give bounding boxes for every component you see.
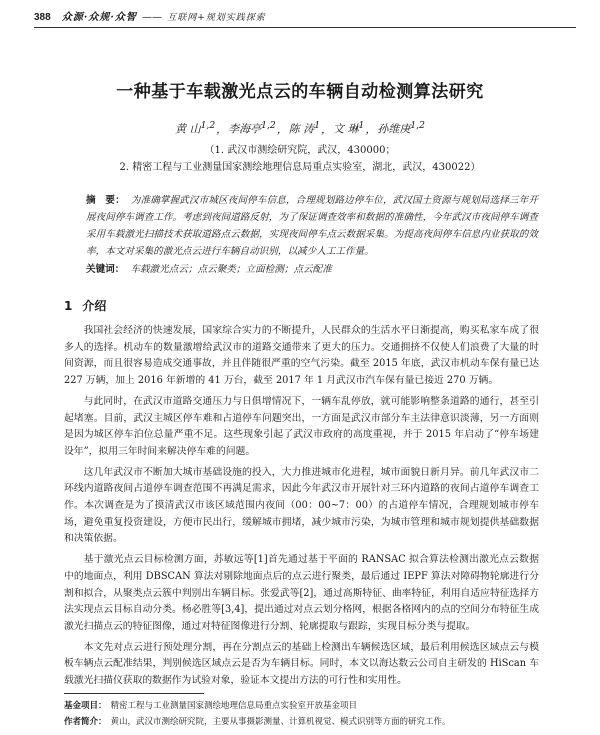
header-separator: —— xyxy=(142,12,163,23)
author-list xyxy=(0,120,600,137)
abstract-text: 为准确掌握武汉市城区夜间停车信息，合理规划路边停车位，武汉国土资源与规划局选择三年开展夜间停车调查工作。考虑到夜间道路反射，为了保证调查效率和数据的准确性，今年武汉市夜间停车调查采用车载激光扫描技术获取道路点云数据，实现夜间停车点云数据采集。为提高夜间停车信息内业获取的效率，本文对采集的激光点云进行车辆自动识别，以减少人工工作量。 xyxy=(86,195,539,257)
author-affiliation-mark: 1,2 xyxy=(261,120,276,131)
footnote-text: 黄山，武汉市测绘研究院，主要从事摄影测量、计算机视觉、模式识别等方面的研究工作。 xyxy=(110,717,451,727)
section-title: 介绍 xyxy=(82,299,107,313)
body-paragraph: 这几年武汉市不断加大城市基础设施的投入，大力推进城市化进程，城市面貌日新月异。前几年武汉市二环线内道路夜间占道停车调查范围不再满足需求，因此今年武汉市开展针对三环内道路的夜间占道停车调查工作。本次调查是为了摸清武汉市该区域范围内夜间（00：00~7：00）的占道停车情况，合理规划城市停车场，避免重复投资建设，方便市民出行，缓解城市拥堵，减少城市污染，为城市管理和城市规划提供基础数据和决策依据。 xyxy=(64,466,539,545)
author-name: 文 琳 xyxy=(333,122,359,136)
abstract xyxy=(86,192,538,260)
body-text xyxy=(64,323,539,690)
author-separator: ， xyxy=(321,122,333,136)
footnote-label: 作者简介： xyxy=(64,717,107,727)
author-name: 黄 山 xyxy=(175,122,201,136)
footnote-rule xyxy=(64,693,204,694)
column-name: 互联网+规划实践探索 xyxy=(167,13,266,23)
footnote-label: 基金项目： xyxy=(64,701,107,711)
body-paragraph: 基于激光点云目标检测方面，苏敏远等[1]首先通过基于平面的 RANSAC 拟合算法检测出激光点云数据中的地面点，利用 DBSCAN 算法对剔除地面点后的点云进行聚类，最后通过 IEPF 算法对障碍物轮廓进行分割和拟合，从聚类点云簇中判别出车辆目标。张爱武等[2]，通过高斯特征、曲率特征，利用自适应特征选择方法实现点云目标自动分类。杨必胜等[3,4]，提出通过对点云划分格网，根据各格网内的点的空间分布特征生成激光扫描点云的特征图像，通过对特征图像进行分割、轮廓提取与跟踪，实现目标分类与提取。 xyxy=(64,554,539,632)
author-separator: ， xyxy=(216,122,228,136)
keywords-text: 车载激光点云；点云聚类；立面检测；点云配准 xyxy=(130,264,332,275)
author-name: 孙维庚 xyxy=(377,122,411,136)
affiliation-2: 2. 精密工程与工业测量国家测绘地理信息局重点实验室，湖北，武汉，430022） xyxy=(119,162,481,173)
author-affiliation-mark: 1,2 xyxy=(200,120,216,131)
footnote-text: 精密工程与工业测量国家测绘地理信息局重点实验室开放基金项目 xyxy=(110,701,358,711)
abstract-label: 摘 要： xyxy=(86,195,125,206)
body-paragraph: 本文先对点云进行预处理分割，再在分割点云的基础上检测出车辆候选区域，最后利用候选区域点云与模板车辆点云配准结果，判别候选区域点云是否为车辆目标。同时，本文以海达数云公司自主研发的 HiScan 车载激光扫描仪获取的数据作为试验对象，验证本文提出方法的可行性和实用性。 xyxy=(64,641,539,687)
author-separator: ， xyxy=(365,122,377,136)
author-affiliation-mark: 1 xyxy=(358,120,365,131)
section-heading xyxy=(64,297,106,314)
keywords xyxy=(86,261,538,275)
section-number: 1 xyxy=(64,299,73,313)
footnote-funding xyxy=(64,699,539,711)
footnote-author-bio xyxy=(64,715,539,727)
running-header xyxy=(34,8,574,26)
body-paragraph: 与此同时，在武汉市道路交通压力与日俱增情况下，一辆车乱停放，就可能影响整条道路的通行，甚至引起堵塞。目前，武汉主城区停车难和占道停车问题突出，一方面是武汉市部分车主法律意识淡薄，另一方面则是因为城区停车泊位总量严重不足。这些现象引起了武汉市政府的高度重视，并于 2015 年启动了“停车场建设年”，拟用三年时间来解决停车难的问题。 xyxy=(64,395,539,457)
author-affiliation-mark: 1,2 xyxy=(410,120,425,131)
author-affiliation-mark: 1 xyxy=(314,120,321,131)
author-separator: ， xyxy=(276,122,288,136)
paper-title: 一种基于车载激光点云的车辆自动检测算法研究 xyxy=(116,82,484,102)
body-paragraph: 我国社会经济的快速发展，国家综合实力的不断提升，人民群众的生活水平日渐提高，购买私家车成了很多人的选择。机动车的数量激增给武汉市的道路交通带来了更大的压力。交通拥挤不仅使人们浪费了大量的时间资源，而且很容易造成交通事故，并且伴随很严重的空气污染。截至 2015 年底，武汉市机动车保有量已达 227 万辆，加上 2016 年新增的 41 万台，截至 2017 年 1 月武汉市汽车保有量已接近 270 万辆。 xyxy=(64,325,539,387)
header-rule xyxy=(34,27,576,28)
author-name: 李海亭 xyxy=(228,122,262,136)
affiliation-1: （1. 武汉市测绘研究院，武汉，430000； xyxy=(204,145,396,156)
keywords-label: 关键词： xyxy=(86,264,125,275)
page-number: 388 xyxy=(34,12,51,23)
author-name: 陈 涛 xyxy=(288,122,315,136)
journal-name: 众源·众规·众智 xyxy=(61,12,137,23)
